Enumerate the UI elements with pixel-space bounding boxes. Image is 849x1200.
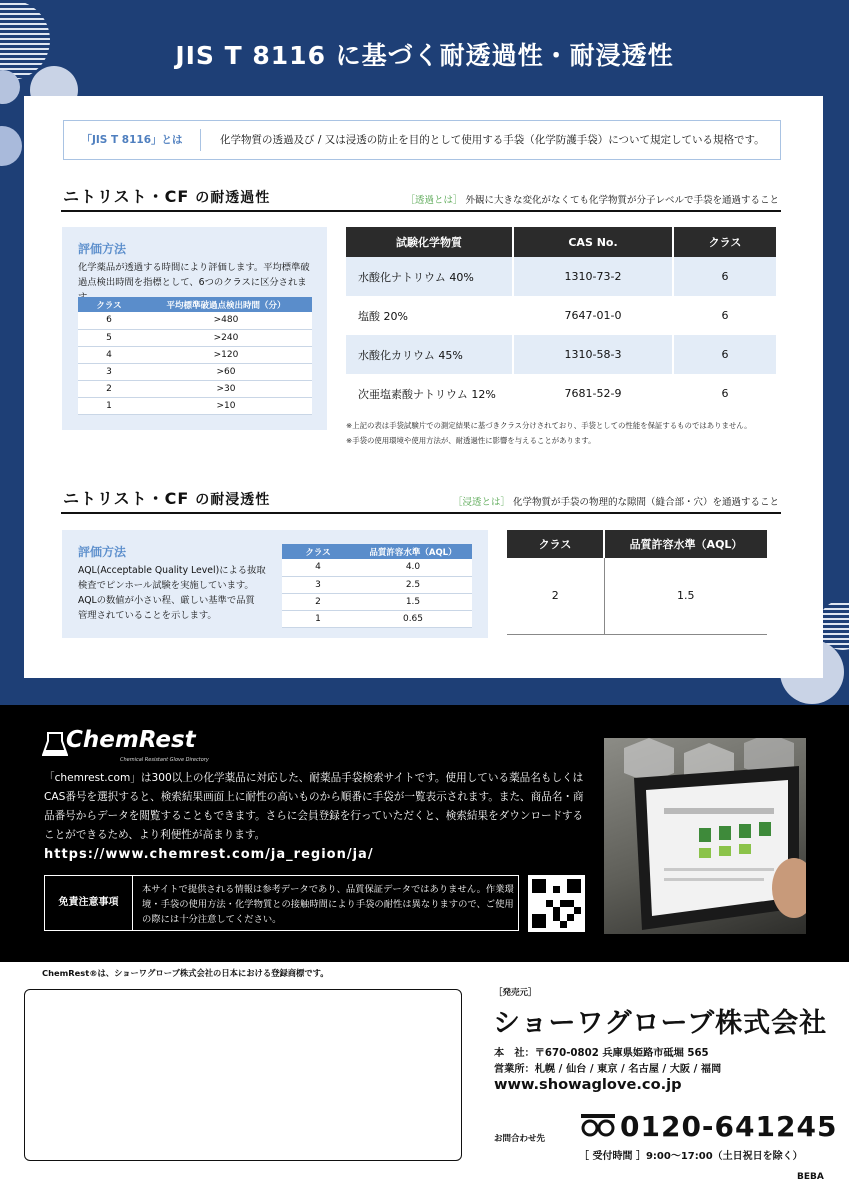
eval-title: 評価方法 [78,545,127,559]
cas-cell: 7681-52-9 [513,374,673,413]
company-name: ショーワグローブ株式会社 [493,1008,828,1039]
time-cell: >30 [140,380,312,397]
definition-text: 化学物質が手袋の物理的な隙間（縫合部・穴）を通過すること [509,497,779,508]
content-card [24,96,823,678]
product-name: ニトリスト・CF [63,187,190,206]
table-row [346,335,776,374]
time-cell: >120 [140,346,312,363]
title-suffix: の耐透過性 [189,190,271,206]
class-cell: 6 [78,312,140,329]
aql-cell: 2.5 [354,576,472,593]
definition [405,192,779,206]
table-row [78,312,312,329]
definition-text: 外観に大きな変化がなくても化学物質が分子レベルで手袋を通過すること [462,195,779,206]
trademark-note: ChemRest®は、ショーワグローブ株式会社の日本における登録商標です。 [42,968,329,978]
eval-line: 検査でピンホール試験を実施しています。 [78,580,254,591]
aql-table [282,544,472,628]
eval-line: AQL(Acceptable Quality Level)による抜取 [78,565,266,576]
chemrest-band [0,705,849,962]
class-cell: 6 [673,257,776,296]
column-header: 品質許容水準（AQL） [354,544,472,559]
flask-icon [42,731,68,757]
logo-wordmark: ChemRest [66,727,196,753]
tablet-image [604,738,806,934]
aql-cell: 4.0 [354,559,472,576]
note: ※上記の表は手袋試験片での測定結果に基づきクラス分けされており、手袋としての性能を保証するものではありません。 [346,421,752,430]
chemical-cell: 水酸化ナトリウム 40% [346,257,513,296]
column-header: 平均標準破過点検出時間（分） [140,297,312,312]
intro-box [63,120,781,160]
disclaimer-box [44,875,519,931]
permeation-heading [61,187,781,212]
class-cell: 6 [673,374,776,413]
publisher-label: ［発売元］ [494,988,537,998]
definition [453,494,779,508]
aql-cell: 1.5 [604,558,767,634]
decorative-circle [0,126,22,166]
table-row [78,363,312,380]
chemrest-logo [42,727,232,771]
chemical-cell: 水酸化カリウム 45% [346,335,513,374]
permeation-eval-box [62,227,327,430]
column-header: 試験化学物質 [346,227,513,257]
page-title: JIS T 8116 に基づく耐透過性・耐浸透性 [175,41,674,70]
qr-code[interactable] [528,875,585,932]
class-cell: 3 [282,576,354,593]
class-cell: 4 [282,559,354,576]
chemical-class-table [346,227,776,413]
divider [200,129,201,151]
table-row [78,397,312,414]
column-header: 品質許容水準（AQL） [604,530,767,558]
intro-text: 化学物質の透過及び / 又は浸透の防止を目的として使用する手袋（化学防護手袋）について規定している規格です。 [220,134,765,146]
notes [346,418,752,448]
free-dial-icon [580,1112,616,1138]
class-cell: 5 [78,329,140,346]
time-cell: >480 [140,312,312,329]
eval-text: 化学薬品が透過する時間により評価します。平均標準破過点検出時間を指標として、6つのクラスに区分されま [78,262,310,288]
penetration-heading [61,489,781,514]
breakthrough-table [78,297,312,415]
table-row [78,346,312,363]
table-row [78,380,312,397]
aql-cell: 1.5 [354,593,472,610]
table-row [282,610,472,627]
class-cell: 2 [507,558,604,634]
class-cell: 1 [282,610,354,627]
phone-number[interactable]: 0120-641245 [620,1110,838,1143]
time-cell: >240 [140,329,312,346]
table-row [282,559,472,576]
class-cell: 6 [673,296,776,335]
eval-line: 管理されていることを示します。 [78,610,217,621]
cas-cell: 1310-58-3 [513,335,673,374]
section-title [63,184,270,207]
table-row [346,296,776,335]
table-row [78,329,312,346]
document-code: BEBA [797,1172,824,1182]
column-header: クラス [673,227,776,257]
business-hours: ［ 受付時間 ］9:00～17:00（土日祝日を除く） [579,1151,803,1162]
tablet-photo [604,738,806,934]
class-cell: 3 [78,363,140,380]
aql-result-table [507,530,767,635]
chemrest-description: 「chemrest.com」は300以上の化学薬品に対応した、耐薬品手袋検索サイトです。使用している薬品名もしくはCAS番号を選択すると、検索結果画面上に耐性の高いものから順番に手袋が一覧表示されます。また、商品名・商品番号からデータを閲覧することもできます。さらに会員登録を行っていただくと、検索結果をダウンロードすることができるため、より利便性が高まります。 [44,772,584,841]
inquiry-label: お問合わせ先 [494,1134,546,1144]
chemical-cell: 塩酸 20% [358,309,408,323]
column-header: クラス [78,297,140,312]
table-row [282,593,472,610]
definition-tag: ［透過とは］ [405,195,463,206]
qr-code-icon [532,879,581,928]
class-cell: 4 [78,346,140,363]
disclaimer-label: 免責注意事項 [45,876,133,930]
table-row [346,374,776,413]
eval-title: 評価方法 [78,242,127,256]
head-office-address: 本 社：〒670-0802 兵庫県姫路市砥堀 565 [494,1048,709,1059]
sales-offices: 営業所：札幌 / 仙台 / 東京 / 名古屋 / 大阪 / 福岡 [494,1064,722,1075]
company-website[interactable]: www.showaglove.co.jp [494,1076,682,1093]
column-header: クラス [507,530,604,558]
table-row [346,257,776,296]
section-title [63,486,270,509]
chemrest-url[interactable]: https://www.chemrest.com/ja_region/ja/ [44,847,374,862]
time-cell: >60 [140,363,312,380]
class-cell: 2 [282,593,354,610]
table-row [507,558,767,634]
column-header: CAS No. [513,227,673,257]
aql-cell: 0.65 [354,610,472,627]
definition-tag: ［浸透とは］ [452,497,510,508]
cas-cell: 7647-01-0 [513,296,673,335]
cas-cell: 1310-73-2 [513,257,673,296]
product-name: ニトリスト・CF [63,489,190,508]
note: ※手袋の使用環境や使用方法が、耐透過性に影響を与えることがあります。 [346,436,596,445]
table-row [282,576,472,593]
chemical-cell: 次亜塩素酸ナトリウム 12% [358,387,496,401]
disclaimer-text: 本サイトで提供される情報は参考データであり、品質保証データではありません。作業環境・手袋の使用方法・化学物質との接触時間により手袋の耐性は異なりますので、ご使用の際には十分注意してください。 [142,884,514,925]
logo-subtitle: Chemical Resistant Glove Directory [120,757,209,763]
penetration-eval-box [62,530,488,638]
time-cell: >10 [140,397,312,414]
eval-line: AQLの数値が小さい程、厳しい基準で品質 [78,595,255,606]
intro-tag: 「JIS T 8116」とは [81,134,183,146]
eval-text [78,563,288,623]
title-suffix: の耐浸透性 [189,492,271,508]
class-cell: 2 [78,380,140,397]
class-cell: 6 [673,335,776,374]
stamp-area [24,989,462,1161]
column-header: クラス [282,544,354,559]
class-cell: 1 [78,397,140,414]
